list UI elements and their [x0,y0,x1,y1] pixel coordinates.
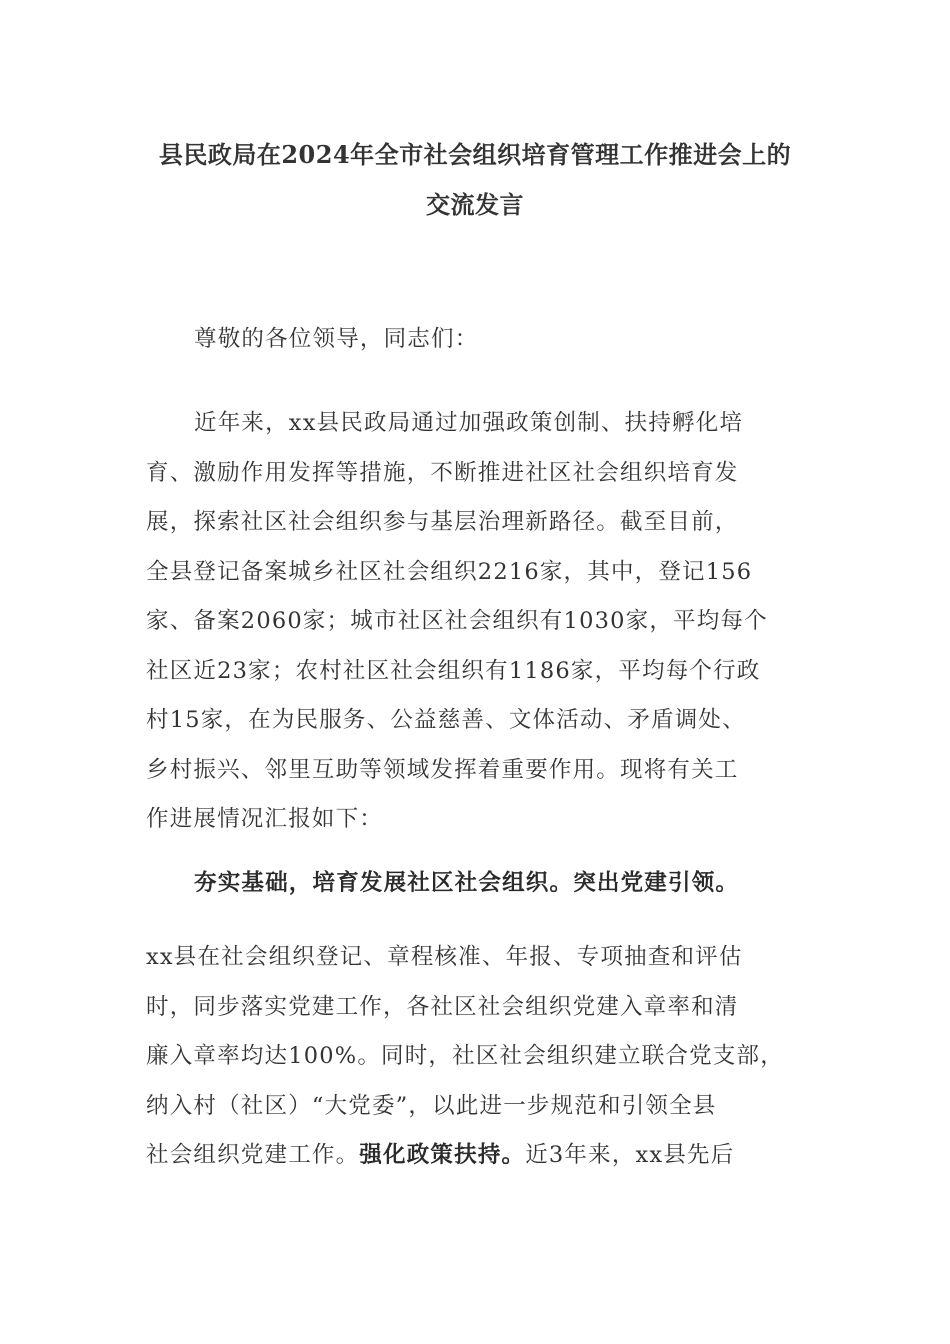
salutation: 尊敬的各位领导，同志们： [194,326,479,352]
document-title-line-2: 交流发言 [426,190,524,219]
paragraph-1-line: 育、激励作用发挥等措施，不断推进社区社会组织培育发 [146,460,739,486]
paragraph-2-text: 近3年来，xx县先后 [525,1142,735,1168]
document-title-line-1: 县民政局在2024年全市社会组织培育管理工作推进会上的 [158,140,792,169]
paragraph-1-line: 乡村振兴、邻里互助等领域发挥着重要作用。现将有关工 [146,757,739,783]
paragraph-2-last-line [146,1130,734,1180]
paragraph-2-line: 时，同步落实党建工作，各社区社会组织党建入章率和清 [146,994,739,1020]
paragraph-2-text: 社会组织党建工作。 [146,1142,360,1168]
paragraph-2-line: xx县在社会组织登记、章程核准、年报、专项抽查和评估 [146,944,743,970]
paragraph-2-line: 纳入村（社区）“大党委”，以此进一步规范和引领全县 [146,1093,717,1119]
paragraph-1-line: 展，探索社区社会组织参与基层治理新路径。截至目前， [146,509,739,535]
paragraph-1-line: 社区近23家；农村社区社会组织有1186家，平均每个行政 [146,658,761,684]
paragraph-1-line: 作进展情况汇报如下： [146,806,384,832]
paragraph-1-line: 村15家，在为民服务、公益慈善、文体活动、矛盾调处、 [146,707,746,733]
paragraph-1-line: 家、备案2060家；城市社区社会组织有1030家，平均每个 [146,608,768,634]
subheading-policy-support: 强化政策扶持。 [359,1142,526,1168]
section-heading: 夯实基础，培育发展社区社会组织。突出党建引领。 [194,870,740,896]
paragraph-2-line: 廉入章率均达100%。同时，社区社会组织建立联合党支部， [146,1043,784,1069]
paragraph-1-line: 全县登记备案城乡社区社会组织2216家，其中，登记156 [146,559,753,585]
paragraph-1-line: 近年来，xx县民政局通过加强政策创制、扶持孵化培 [194,410,744,436]
